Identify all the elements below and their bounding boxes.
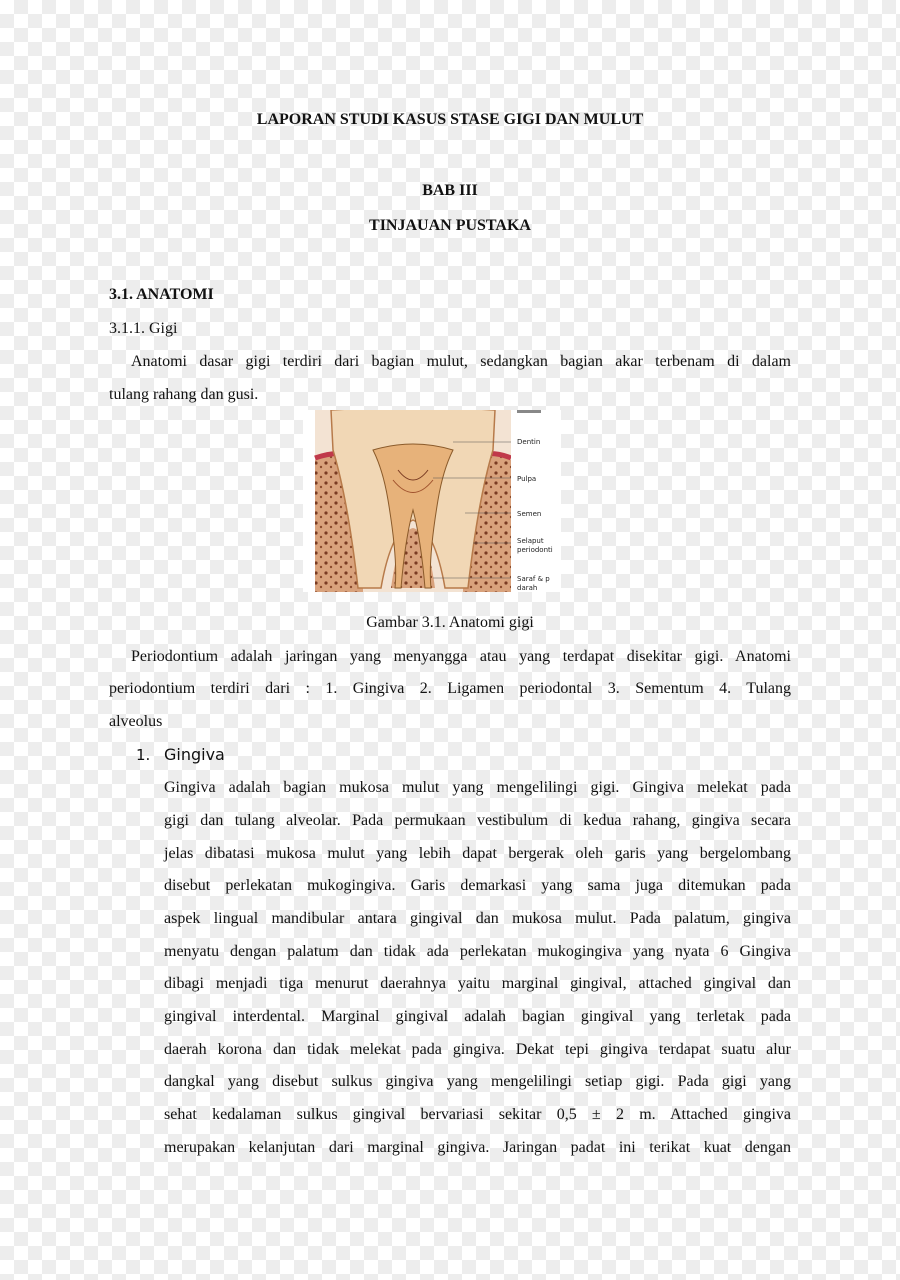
figure-label-semen: Semen	[517, 510, 542, 518]
gingiva-line-8: gingival interdental. Marginal gingival adalah bagian gingival yang terletak pada	[164, 1008, 791, 1025]
list-number: 1.	[136, 746, 151, 764]
gingiva-line-2: gigi dan tulang alveolar. Pada permukaan vestibulum di kedua rahang, gingiva secara	[164, 812, 791, 829]
tooth-anatomy-illustration	[303, 410, 561, 592]
gingiva-line-3: jelas dibatasi mukosa mulut yang lebih dapat bergerak oleh garis yang bergelombang	[164, 845, 791, 862]
gingiva-line-11: sehat kedalaman sulkus gingival bervariasi sekitar 0,5 ± 2 m. Attached gingiva	[164, 1106, 791, 1123]
gingiva-line-6: menyatu dengan palatum dan tidak ada perlekatan mukogingiva yang nyata 6 Gingiva	[164, 943, 791, 960]
chapter-number: BAB III	[422, 182, 478, 199]
gingiva-line-7: dibagi menjadi tiga menurut daerahnya yaitu marginal gingival, attached gingival dan	[164, 975, 791, 992]
figure-caption: Gambar 3.1. Anatomi gigi	[366, 614, 534, 631]
gingiva-line-4: disebut perlekatan mukogingiva. Garis demarkasi yang sama juga ditemukan pada	[164, 877, 791, 894]
figure-label-dentin: Dentin	[517, 438, 541, 446]
intro-line-2: tulang rahang dan gusi.	[109, 386, 259, 403]
figure-label-pulpa: Pulpa	[517, 475, 537, 483]
intro-line-1: Anatomi dasar gigi terdiri dari bagian mulut, sedangkan bagian akar terbenam di dalam	[131, 353, 791, 370]
figure-label-saraf: Saraf & p	[517, 575, 550, 583]
gingiva-line-5: aspek lingual mandibular antara gingival dan mukosa mulut. Pada palatum, gingiva	[164, 910, 791, 927]
figure-label-darah: darah	[517, 584, 538, 592]
figure-label-periodonti: periodonti	[517, 546, 553, 554]
subsection-heading: 3.1.1. Gigi	[109, 320, 178, 337]
perio-line-2: periodontium terdiri dari : 1. Gingiva 2. Ligamen periodontal 3. Sementum 4. Tulang	[109, 680, 791, 697]
perio-line-1: Periodontium adalah jaringan yang menyangga atau yang terdapat disekitar gigi. Anatomi	[131, 648, 791, 665]
chapter-title: TINJAUAN PUSTAKA	[369, 217, 531, 234]
gingiva-line-12: merupakan kelanjutan dari marginal gingiva. Jaringan padat ini terikat kuat dengan	[164, 1139, 791, 1156]
section-heading: 3.1. ANATOMI	[109, 286, 214, 303]
gingiva-line-9: daerah korona dan tidak melekat pada gingiva. Dekat tepi gingiva terdapat suatu alur	[164, 1041, 791, 1058]
gingiva-line-1: Gingiva adalah bagian mukosa mulut yang mengelilingi gigi. Gingiva melekat pada	[164, 779, 791, 796]
figure-label-selaput: Selaput	[517, 537, 544, 545]
tooth-anatomy-figure	[303, 410, 561, 592]
report-title: LAPORAN STUDI KASUS STASE GIGI DAN MULUT	[256, 111, 644, 128]
perio-line-3: alveolus	[109, 713, 163, 730]
gingiva-line-10: dangkal yang disebut sulkus gingiva yang mengelilingi setiap gigi. Pada gigi yang	[164, 1073, 791, 1090]
list-item-title: Gingiva	[164, 745, 225, 764]
